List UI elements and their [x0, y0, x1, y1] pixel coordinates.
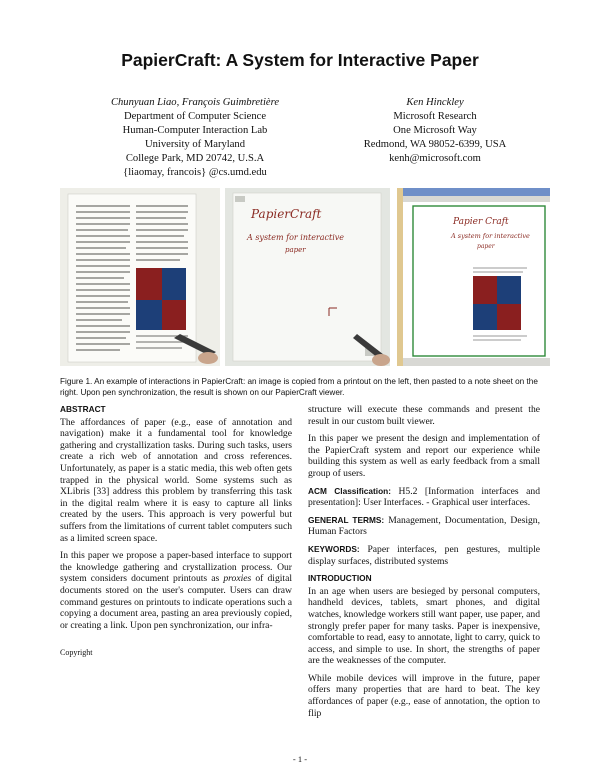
- copyright-label: Copyright: [60, 648, 93, 658]
- note-handwriting-line-3: paper: [285, 246, 306, 254]
- affiliation-line: One Microsoft Way: [393, 125, 477, 136]
- screen-handwriting-line-3: paper: [477, 243, 495, 250]
- figure-caption: Figure 1. An example of interactions in PapierCraft: an image is copied from a printout on the left, then pasted to a note sheet on the right. Upon pen synchronization, the result is shown on our PapierCraft viewer.: [60, 377, 538, 397]
- author-block-left: [60, 96, 330, 180]
- author-names-right: Ken Hinckley: [406, 97, 464, 108]
- abstract-heading: ABSTRACT: [60, 404, 106, 414]
- acm-classification: ACM Classification: H5.2 [Information interfaces and presentation]: User Interfaces. - Graphical user interfaces.: [308, 485, 540, 509]
- figure-printout-photo: [60, 188, 220, 366]
- figure-viewer-screenshot: [397, 188, 550, 366]
- paper-title: PapierCraft: A System for Interactive Paper: [121, 50, 479, 70]
- author-block-right: [340, 96, 530, 166]
- intro-paragraph-2: While mobile devices will improve in the future, paper offers many properties that are hard to beat. The key affordances of paper (e.g., ease of annotation, the option to flip: [308, 672, 540, 719]
- general-terms: GENERAL TERMS: Management, Documentation, Design, Human Factors: [308, 514, 540, 538]
- continued-paragraph: structure will execute these commands and present the result in our custom built viewer.: [308, 404, 540, 427]
- author-email-right: kenh@microsoft.com: [389, 153, 481, 164]
- body-paragraph: In this paper we present the design and implementation of the PapierCraft system and report our experience while building this system as well as early feedback from a small group of users.: [308, 433, 540, 479]
- note-handwriting-title: PapierCraft: [251, 207, 322, 221]
- introduction-heading: INTRODUCTION: [308, 573, 372, 584]
- screen-handwriting-line-2: A system for interactive: [451, 232, 530, 240]
- abstract-paragraph: The affordances of paper (e.g., ease of annotation and navigation) make it a fundamental tool for knowledge gathering and crystallization tasks. During such tasks, users create a rich web of annotation and cross references. Unfortunately, as paper is a static media, this web often gets trapped in the physical world. Some systems such as XLibris [33] address this problem by transferring this task in the digital realm where it is easy to capture all links created by the users. This approach is very powerful but suffers from the limitations of current tablet computers such as a limited screen space.: [60, 416, 292, 544]
- affiliation-line: Department of Computer Science: [123, 111, 267, 122]
- affiliation-line: College Park, MD 20742, U.S.A: [125, 153, 265, 164]
- page-number: - 1 -: [292, 754, 308, 764]
- intro-paragraph-1: In an age when users are besieged by personal computers, handheld devices, tablets, smart phones, and digital watches, knowledge workers still want paper, use paper, and strongly prefer paper for many tasks. Paper is inexpensive, comfortable to read, easy to annotate, light to carry, quick to access, and simple to use. In short, the strengths of paper are the weaknesses of the computer.: [308, 585, 540, 667]
- affiliation-line: University of Maryland: [144, 139, 246, 150]
- screen-handwriting-title: Papier Craft: [453, 217, 509, 227]
- figure-note-sheet-photo: [225, 188, 390, 366]
- affiliation-line: Human-Computer Interaction Lab: [122, 125, 268, 136]
- right-column: [308, 404, 540, 725]
- affiliation-line: Microsoft Research: [393, 111, 477, 122]
- abstract-paragraph-2: In this paper we propose a paper-based interface to support the knowledge gathering and crystallization process. Our system considers document printouts as proxies of digital documents stored on the user's computer. Users can draw command gestures on printouts to indicate operations such a copying a document area, pasting an area previously copied, or creating a link. Upon pen synchronization, our infra-: [60, 550, 292, 631]
- keywords: KEYWORDS: Paper interfaces, pen gestures, multiple display surfaces, distributed systems: [308, 543, 540, 567]
- note-handwriting-line-2: A system for interactive: [247, 233, 345, 242]
- left-column: [60, 404, 292, 659]
- affiliation-line: Redmond, WA 98052-6399, USA: [363, 139, 507, 150]
- author-email-left: {liaomay, francois} @cs.umd.edu: [123, 167, 267, 178]
- figure-1: [60, 188, 550, 368]
- author-names-left: Chunyuan Liao, François Guimbretière: [110, 97, 280, 108]
